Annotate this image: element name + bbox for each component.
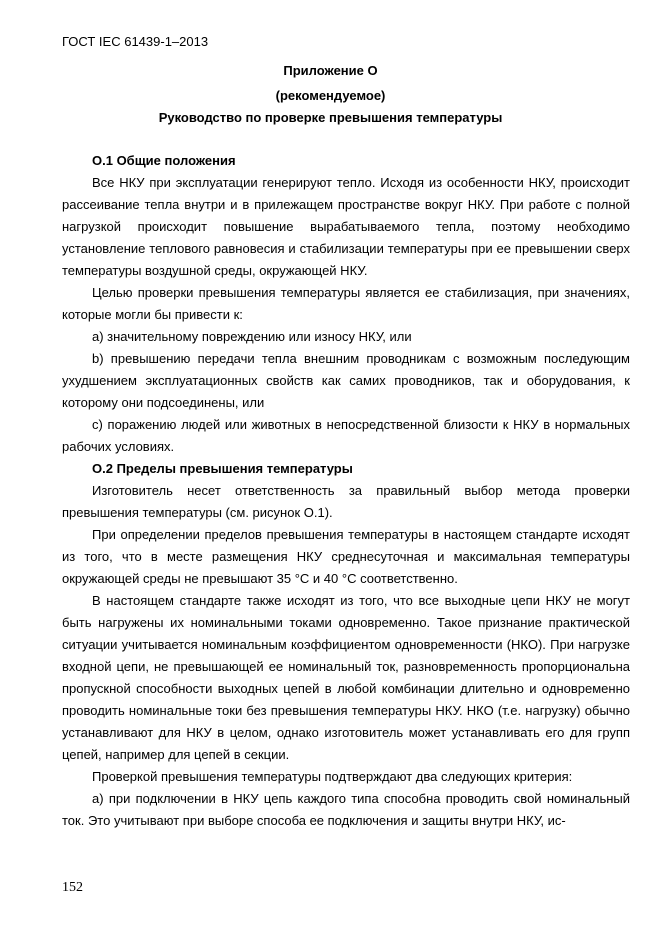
appendix-status: (рекомендуемое) xyxy=(275,88,386,103)
page-number: 152 xyxy=(62,880,83,895)
paragraph: Проверкой превышения температуры подтверждают два следующих критерия: xyxy=(92,769,573,784)
list-item: a) при подключении в НКУ цепь каждого типа способна проводить свой номинальный ток. Это учитывают при выборе способа ее подключения и защиты внутри НКУ, ис- xyxy=(62,791,630,828)
document-standard-header: ГОСТ IEC 61439-1–2013 xyxy=(62,34,209,49)
section-heading: О.1 Общие положения xyxy=(92,153,236,168)
appendix-title: Приложение О xyxy=(283,63,378,78)
document-body xyxy=(62,150,630,832)
paragraph: В настоящем стандарте также исходят из того, что все выходные цепи НКУ не могут быть нагружены их номинальными токами одновременно. Такое признание практической ситуации учитывается номинальным коэффициентом одновременности (НКО). При нагрузке входной цепи, не превышающей ее номинальный ток, разновременность пропорциональна пропускной способности выходных цепей в любой комбинации длительно и одновременно проводить номинальные токи без превышения температуры НКУ. НКО (т.е. нагрузку) обычно устанавливают для НКУ в целом, однако изготовитель может устанавливать его для групп цепей, например для цепей в секции. xyxy=(62,593,630,762)
section-heading: О.2 Пределы превышения температуры xyxy=(92,461,353,476)
paragraph: Целью проверки превышения температуры является ее стабилизация, при значениях, которые могли бы привести к: xyxy=(62,285,630,322)
paragraph: При определении пределов превышения температуры в настоящем стандарте исходят из того, что в месте размещения НКУ среднесуточная и максимальная температуры окружающей среды не превышают 35 °С и 40 °С соответственно. xyxy=(62,527,630,586)
appendix-subtitle: Руководство по проверке превышения температуры xyxy=(158,110,503,125)
list-item: c) поражению людей или животных в непосредственной близости к НКУ в нормальных рабочих условиях. xyxy=(62,417,630,454)
list-item: b) превышению передачи тепла внешним проводникам с возможным последующим ухудшением эксплуатационных свойств как самих проводников, так и оборудования, к которому они подсоединены, или xyxy=(62,351,630,410)
paragraph: Все НКУ при эксплуатации генерируют тепло. Исходя из особенности НКУ, происходит рассеивание тепла внутри и в прилежащем пространстве вокруг НКУ. При работе с полной нагрузкой происходит повышение вырабатываемого тепла, поэтому необходимо установление теплового равновесия и стабилизации температуры при ее превышении сверх температуры воздушной среды, окружающей НКУ. xyxy=(62,175,630,278)
list-item: a) значительному повреждению или износу НКУ, или xyxy=(92,329,412,344)
paragraph: Изготовитель несет ответственность за правильный выбор метода проверки превышения температуры (см. рисунок О.1). xyxy=(62,483,630,520)
